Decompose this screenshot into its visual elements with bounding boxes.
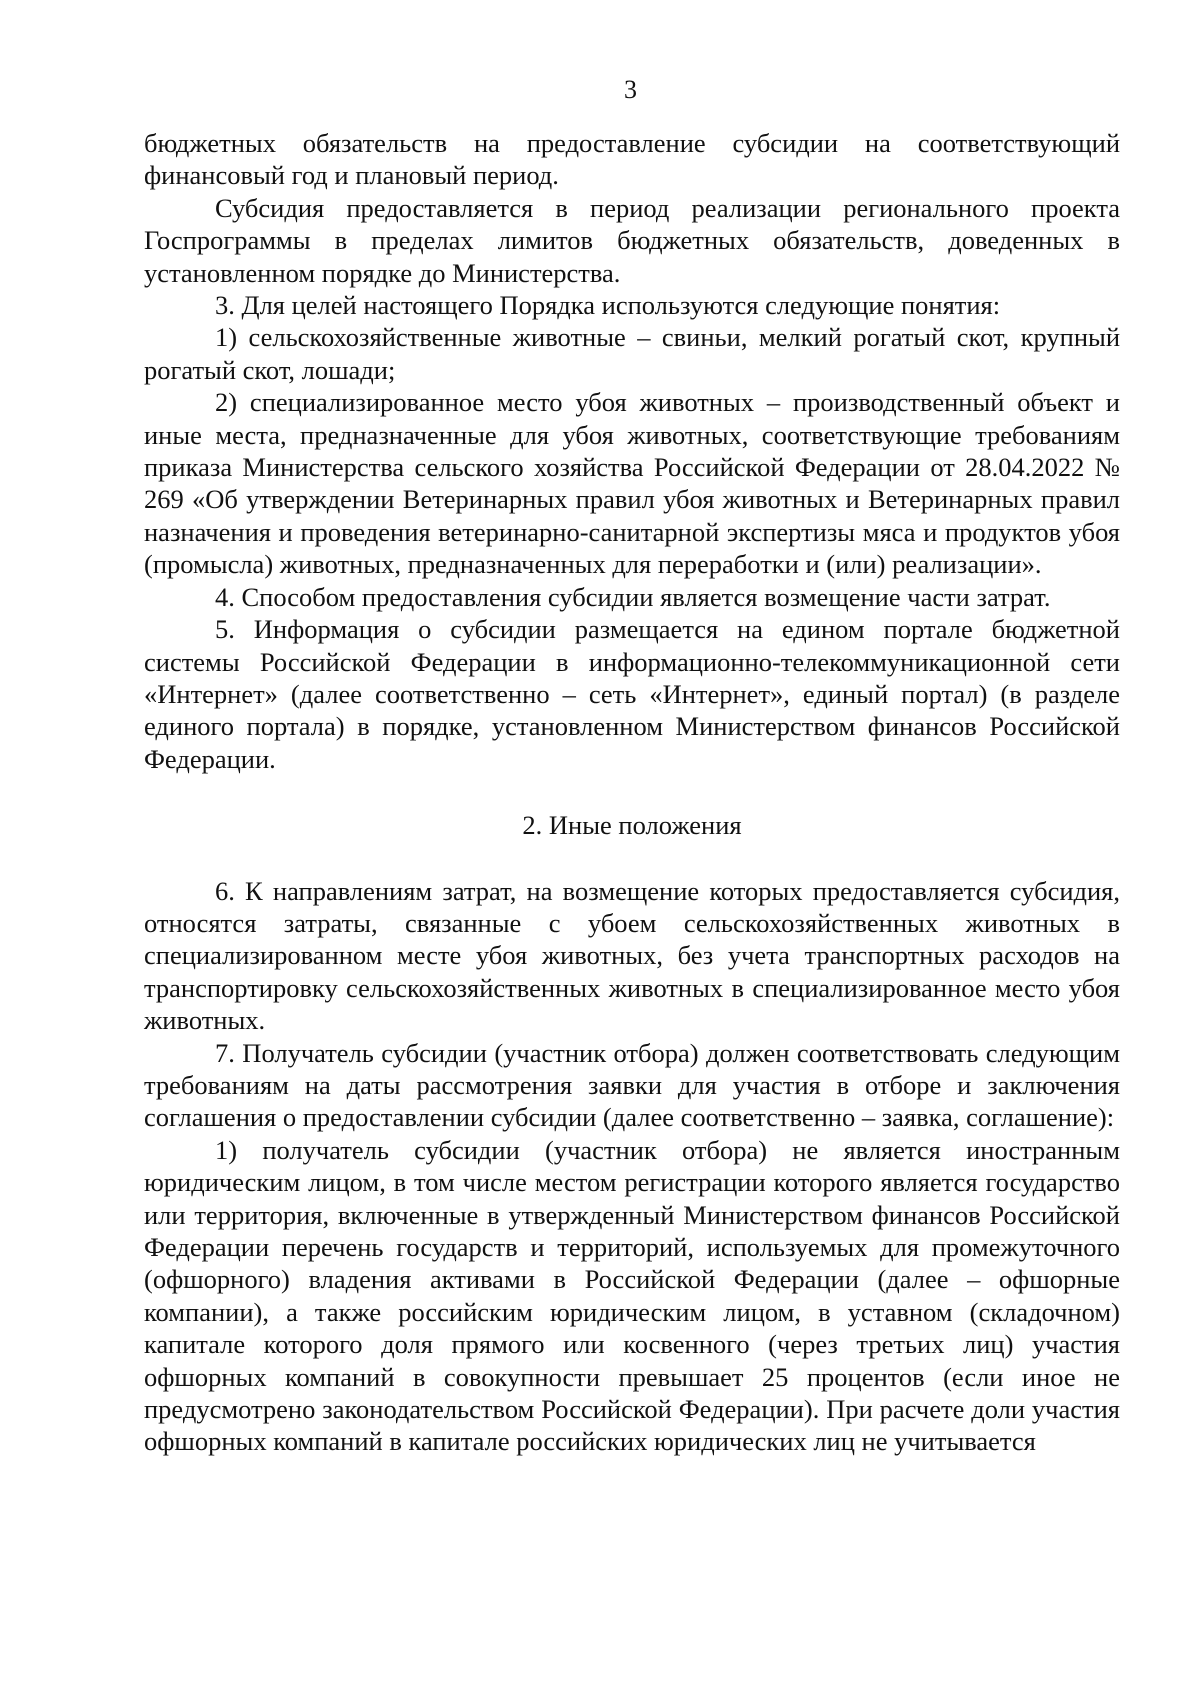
paragraph: 4. Способом предоставления субсидии является возмещение части затрат. [215, 581, 1051, 612]
section-heading: 2. Иные положения [522, 810, 742, 841]
paragraph: бюджетных обязательств на предоставление субсидии на соответствующий финансовый год и плановый период. [144, 128, 1120, 191]
paragraph: 1) сельскохозяйственные животные – свиньи, мелкий рогатый скот, крупный рогатый скот, лошади; [144, 322, 1120, 385]
paragraph: 5. Информация о субсидии размещается на едином портале бюджетной системы Российской Федерации в информационно-телекоммуникационной сети «Интернет» (далее соответственно – сеть «Интернет», единый портал) (в разделе единого портала) в порядке, установленном Министерством финансов Российской Федерации. [144, 614, 1120, 774]
paragraph: 3. Для целей настоящего Порядка используются следующие понятия: [215, 290, 1001, 321]
page-number: 3 [624, 75, 637, 104]
section-2-body [144, 875, 1120, 1458]
paragraph: 7. Получатель субсидии (участник отбора) должен соответствовать следующим требованиям на даты рассмотрения заявки для участия в отборе и заключения соглашения о предоставлении субсидии (далее соответственно – заявка, соглашение): [144, 1037, 1120, 1133]
document-body [144, 127, 1120, 1458]
section-1-body [144, 127, 1120, 775]
paragraph: 6. К направлениям затрат, на возмещение которых предоставляется субсидия, относятся затраты, связанные с убоем сельскохозяйственных животных в специализированном месте убоя животных, без учета транспортных расходов на транспортировку сельскохозяйственных животных в специализированное место убоя животных. [144, 875, 1120, 1036]
paragraph: Субсидия предоставляется в период реализации регионального проекта Госпрограммы в пределах лимитов бюджетных обязательств, доведенных в установленном порядке до Министерства. [144, 192, 1120, 288]
paragraph: 1) получатель субсидии (участник отбора) не является иностранным юридическим лицом, в том числе местом регистрации которого является государство или территория, включенные в утвержденный Министерством финансов Российской Федерации перечень государств и территорий, используемых для промежуточного (офшорного) владения активами в Российской Федерации (далее – офшорные компании), а также российским юридическим лицом, в уставном (складочном) капитале которого доля прямого или косвенного (через третьих лиц) участия офшорных компаний в совокупности превышает 25 процентов (если иное не предусмотрено законодательством Российской Федерации). При расчете доли участия офшорных компаний в капитале российских юридических лиц не учитывается [144, 1134, 1120, 1457]
paragraph: 2) специализированное место убоя животных – производственный объект и иные места, предназначенные для убоя животных, соответствующие требованиям приказа Министерства сельского хозяйства Российской Федерации от 28.04.2022 № 269 «Об утверждении Ветеринарных правил убоя животных и Ветеринарных правил назначения и проведения ветеринарно-санитарной экспертизы мяса и продуктов убоя (промысла) животных, предназначенных для переработки и (или) реализации». [144, 387, 1120, 580]
